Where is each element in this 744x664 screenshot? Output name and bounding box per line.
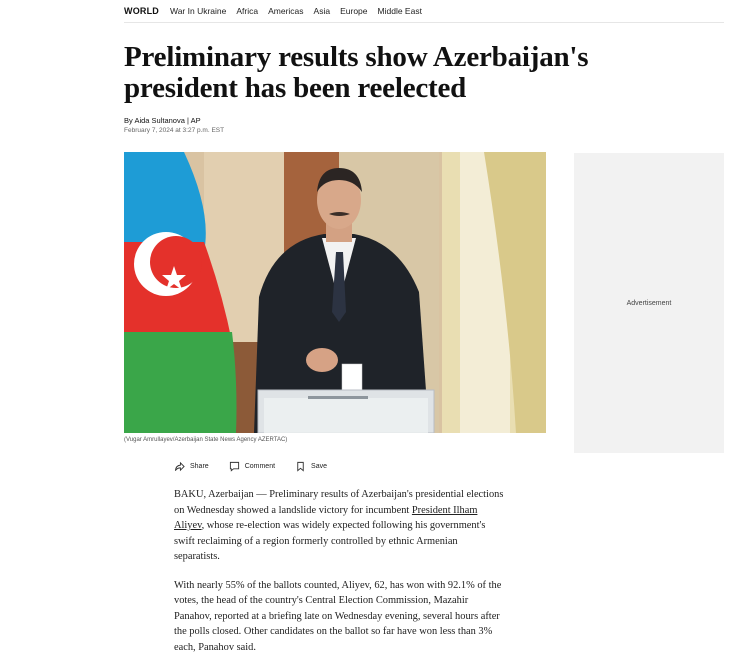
article-paragraph-1 (174, 487, 504, 565)
photo-caption: (Vugar Amrullayev/Azerbaijan State News Agency AZERTAC) (124, 437, 288, 443)
save-button[interactable] (295, 461, 327, 472)
comment-button[interactable] (229, 461, 275, 472)
headline: Preliminary results show Azerbaijan's president has been reelected (124, 41, 589, 104)
nav-link-asia[interactable]: Asia (313, 6, 331, 16)
share-button[interactable] (174, 461, 209, 472)
article-body (174, 487, 504, 664)
nav-link-africa[interactable]: Africa (236, 6, 259, 16)
comment-label: Comment (244, 463, 276, 470)
flag-green-band (124, 332, 237, 433)
article-actions (174, 461, 347, 472)
publish-date: February 7, 2024 at 3:27 p.m. EST (124, 127, 225, 134)
comment-icon (229, 461, 240, 472)
lead-photo (124, 152, 546, 433)
share-icon (174, 461, 185, 472)
paragraph-1-text-end: , whose re-election was widely expected following his government's swift reclaiming of a region formerly controlled by ethnic Armenian separatists. (174, 520, 486, 562)
nav-link-war-in-ukraine[interactable]: War In Ukraine (170, 6, 227, 16)
share-label: Share (190, 463, 209, 470)
byline-prefix: By (124, 116, 135, 125)
article-paragraph-2: With nearly 55% of the ballots counted, Aliyev, 62, has won with 92.1% of the votes, the head of the country's Central Election Commission, Mazahir Panahov, reported at a briefing late on Wednesday evening, several hours after the polls closed. Other candidates on the ballot so far have won less than 3% each, Panahov said. (174, 579, 502, 653)
byline (124, 116, 201, 125)
author-link[interactable]: Aida Sultanova | AP (134, 116, 201, 125)
president-ilham-aliyev-link[interactable]: President Ilham Aliyev (174, 504, 478, 531)
section-label[interactable]: WORLD (124, 6, 159, 16)
nav-link-middle-east[interactable]: Middle East (377, 6, 422, 16)
advertisement-label: Advertisement (626, 299, 672, 307)
photo-illustration (124, 152, 546, 433)
nav-link-europe[interactable]: Europe (340, 6, 368, 16)
save-label: Save (311, 463, 327, 470)
advertisement-slot[interactable] (574, 153, 724, 453)
bookmark-icon (295, 461, 306, 472)
section-nav (124, 0, 724, 23)
paragraph-1-text-start: BAKU, Azerbaijan — Preliminary results of Azerbaijan's presidential elections on Wednesday showed a landslide victory for incumbent (174, 489, 504, 516)
nav-link-americas[interactable]: Americas (268, 6, 304, 16)
